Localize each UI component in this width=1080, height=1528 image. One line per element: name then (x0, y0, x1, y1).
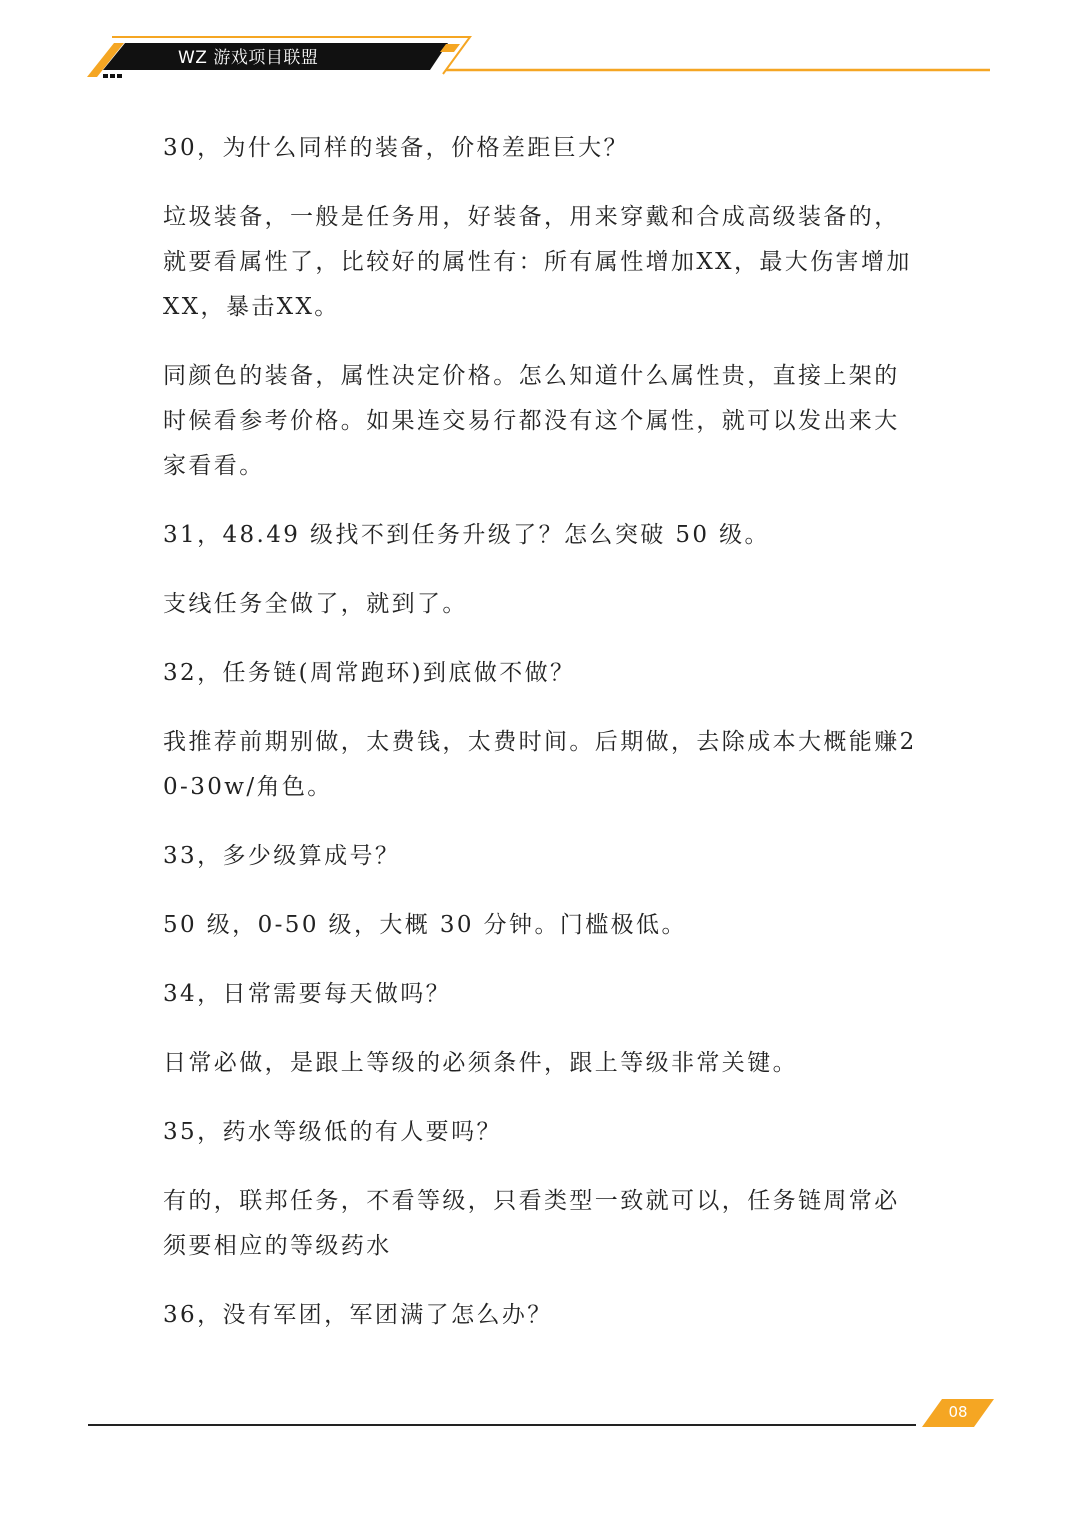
question-30: 30，为什么同样的装备，价格差距巨大？ (163, 135, 629, 161)
brand-title: WZ 游戏项目联盟 (178, 48, 319, 68)
header-banner-graphic (0, 0, 1080, 90)
answer-34: 日常必做，是跟上等级的必须条件，跟上等级非常关键。 (163, 1050, 798, 1076)
question-36: 36，没有军团，军团满了怎么办？ (163, 1302, 553, 1328)
answer-35: 有的，联邦任务，不看等级，只看类型一致就可以，任务链周常必须要相应的等级药水 (163, 1188, 900, 1259)
page-header (0, 0, 1080, 90)
answer-30-part-2: 同颜色的装备，属性决定价格。怎么知道什么属性贵，直接上架的时候看参考价格。如果连交易行都没有这个属性，就可以发出来大家看看。 (163, 363, 900, 479)
footer-rule (88, 1424, 916, 1426)
question-33: 33，多少级算成号？ (163, 843, 401, 869)
answer-30-part-1: 垃圾装备，一般是任务用，好装备，用来穿戴和合成高级装备的，就要看属性了，比较好的属性有：所有属性增加XX，最大伤害增加XX，暴击XX。 (163, 204, 912, 320)
answer-31: 支线任务全做了，就到了。 (163, 591, 468, 617)
document-body (163, 126, 923, 1362)
page-number: 08 (948, 1403, 968, 1421)
question-31: 31，48.49 级找不到任务升级了？怎么突破 50 级。 (163, 522, 770, 548)
question-34: 34，日常需要每天做吗？ (163, 981, 452, 1007)
question-32: 32，任务链(周常跑环)到底做不做？ (163, 660, 576, 686)
question-35: 35，药水等级低的有人要吗？ (163, 1119, 502, 1145)
answer-33: 50 级，0-50 级，大概 30 分钟。门槛极低。 (163, 912, 687, 938)
answer-32: 我推荐前期别做，太费钱，太费时间。后期做，去除成本大概能赚20-30w/角色。 (163, 729, 917, 800)
